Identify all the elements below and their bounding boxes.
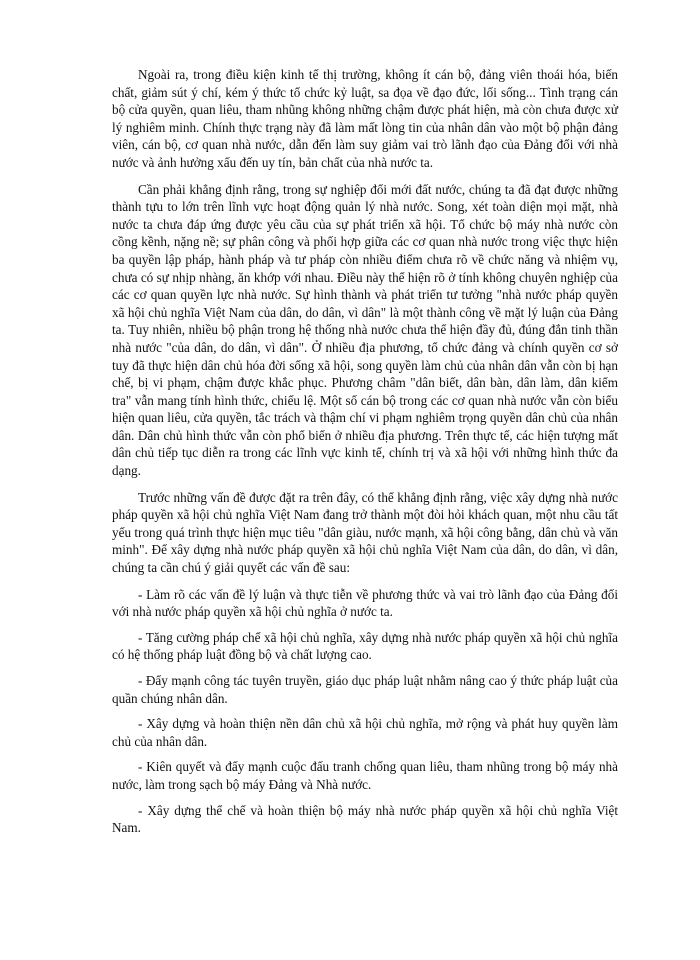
bullet-item-democracy: - Xây dựng và hoàn thiện nền dân chủ xã hội chủ nghĩa, mở rộng và phát huy quyền làm chủ của nhân dân.	[112, 716, 618, 749]
paragraph-requirements: Trước những vấn đề được đặt ra trên đây, có thể khẳng định rằng, việc xây dựng nhà nước pháp quyền xã hội chủ nghĩa Việt Nam đang trở thành một đòi hỏi khách quan, một nhu cầu tất yếu trong quá trình thực hiện mục tiêu "dân giàu, nước mạnh, xã hội công bằng, dân chủ và văn minh". Để xây dựng nhà nước pháp quyền xã hội chủ nghĩa Việt Nam của dân, do dân, vì dân, chúng ta cần chú ý giải quyết các vấn đề sau:	[112, 489, 618, 576]
document-page	[112, 66, 618, 845]
bullet-item-party-leadership: - Làm rõ các vấn đề lý luận và thực tiễn về phương thức và vai trò lãnh đạo của Đảng đối với nhà nước pháp quyền xã hội chủ nghĩa ở nước ta.	[112, 586, 618, 620]
bullet-item-institutions: - Xây dựng thể chế và hoàn thiện bộ máy nhà nước pháp quyền xã hội chủ nghĩa Việt Nam.	[112, 802, 618, 836]
paragraph-degradation: Ngoài ra, trong điều kiện kinh tế thị trường, không ít cán bộ, đảng viên thoái hóa, biến chất, giảm sút ý chí, kém ý thức tổ chức kỷ luật, sa đọa về đạo đức, lối sống... Tình trạng cán bộ cửa quyền, quan liêu, tham nhũng không những chậm được phát hiện, mà còn chưa được xử lý nghiêm minh. Chính thực trạng này đã làm mất lòng tin của nhân dân vào một bộ phận đảng viên, cán bộ, cơ quan nhà nước, dẫn đến làm suy giảm vai trò lãnh đạo của Đảng đối với nhà nước và ảnh hưởng xấu đến uy tín, bản chất của nhà nước ta.	[112, 67, 618, 170]
bullet-item-legal-system: - Tăng cường pháp chế xã hội chủ nghĩa, xây dựng nhà nước pháp quyền xã hội chủ nghĩa có hệ thống pháp luật đồng bộ và chất lượng cao.	[112, 629, 618, 663]
bullet-item-legal-education: - Đẩy mạnh công tác tuyên truyền, giáo dục pháp luật nhằm nâng cao ý thức pháp luật của quần chúng nhân dân.	[112, 673, 618, 706]
paragraph-achievements: Cần phải khẳng định rằng, trong sự nghiệp đổi mới đất nước, chúng ta đã đạt được những thành tựu to lớn trên lĩnh vực hoạt động quản lý nhà nước. Song, xét toàn diện mọi mặt, nhà nước ta chưa đáp ứng được yêu cầu của sự phát triển xã hội. Tổ chức bộ máy nhà nước còn cồng kềnh, nặng nề; sự phân công và phối hợp giữa các cơ quan nhà nước trong việc thực hiện ba quyền lập pháp, hành pháp và tư pháp còn nhiều điểm chưa rõ về chức năng và nhiệm vụ, chưa có sự nhịp nhàng, ăn khớp với nhau. Điều này thể hiện rõ ở tính không chuyên nghiệp của các cơ quan quyền lực nhà nước. Sự hình thành và phát triển tư tưởng "nhà nước pháp quyền xã hội chủ nghĩa Việt Nam của dân, do dân, vì dân" là một thành công về mặt lý luận của Đảng ta. Tuy nhiên, nhiều bộ phận trong hệ thống nhà nước chưa thể hiện đầy đủ, đúng đắn tinh thần nhà nước "của dân, do dân, vì dân". Ở nhiều địa phương, tổ chức đảng và chính quyền cơ sở tuy đã thực hiện dân chủ hóa đời sống xã hội, song quyền làm chủ của nhân dân vẫn còn bị hạn chế, bị vi phạm, chậm được khắc phục. Phương châm "dân biết, dân bàn, dân làm, dân kiểm tra" vẫn mang tính hình thức, chiếu lệ. Một số cán bộ trong các cơ quan nhà nước vẫn còn biểu hiện quan liêu, cửa quyền, tắc trách và thậm chí vi phạm nghiêm trọng quyền dân chủ của nhân dân. Dân chủ hình thức vẫn còn phổ biến ở nhiều địa phương. Trên thực tế, các hiện tượng mất dân chủ tiếp tục diễn ra trong các lĩnh vực kinh tế, chính trị và xã hội với những hình thức đa dạng.	[112, 181, 618, 479]
bullet-item-anti-corruption: - Kiên quyết và đẩy mạnh cuộc đấu tranh chống quan liêu, tham nhũng trong bộ máy nhà nước, làm trong sạch bộ máy Đảng và Nhà nước.	[112, 759, 618, 792]
